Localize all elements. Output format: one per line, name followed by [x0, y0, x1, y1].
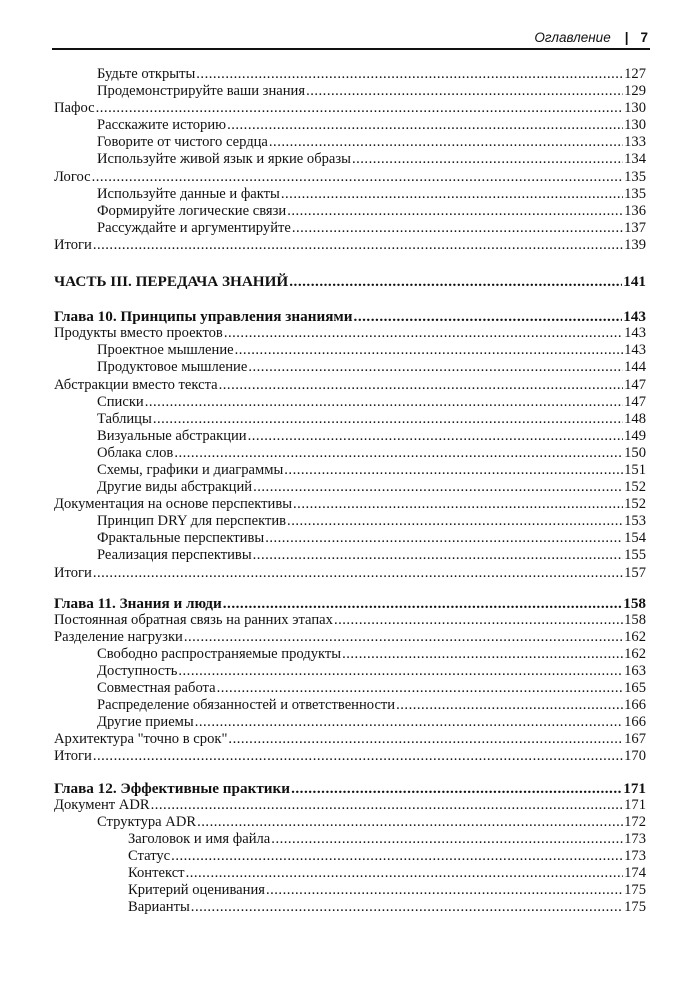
dot-leader [93, 237, 623, 254]
dot-leader [287, 203, 623, 220]
toc-entry[interactable] [54, 565, 646, 582]
toc-entry[interactable] [54, 797, 646, 814]
dot-leader [334, 612, 623, 629]
dot-leader [224, 325, 623, 342]
dot-leader [228, 731, 623, 748]
toc-entry-title: Продукты вместо проектов [54, 325, 223, 342]
toc-entry-page: 137 [624, 219, 646, 236]
toc-entry-title: Итоги [54, 564, 92, 581]
toc-part-entry[interactable] [54, 273, 646, 290]
toc-entry-title: Принцип DRY для перспектив [97, 513, 287, 530]
dot-leader [352, 151, 623, 168]
toc-entry-title: Рассуждайте и аргументируйте [97, 219, 291, 236]
toc-entry-page: 129 [624, 83, 646, 100]
dot-leader [284, 462, 623, 479]
dot-leader [269, 134, 623, 151]
toc-entry[interactable] [54, 117, 646, 134]
toc-entry-page: 153 [624, 513, 646, 530]
toc-entry-page: 148 [624, 410, 646, 427]
toc-entry-title: Пафос [54, 100, 95, 117]
toc-entry[interactable] [54, 479, 646, 496]
toc-entry[interactable] [54, 496, 646, 513]
toc-entry-title: Постоянная обратная связь на ранних этапах [54, 611, 333, 628]
running-head-title: Оглавление [534, 30, 611, 45]
toc-entry-title: Продемонстрируйте ваши знания [97, 83, 306, 100]
toc-entry-page: 157 [624, 564, 646, 581]
toc-entry-title: Статус [128, 847, 171, 864]
toc-entry-title: Свободно распространяемые продукты [97, 645, 342, 662]
dot-leader [178, 663, 623, 680]
toc-entry-page: 173 [624, 847, 646, 864]
dot-leader [219, 377, 623, 394]
toc-entry-title: Распределение обязанностей и ответственности [97, 697, 396, 714]
dot-leader [253, 547, 623, 564]
toc-entry-page: 174 [624, 865, 646, 882]
toc-entry[interactable] [54, 220, 646, 237]
toc-entry-page: 152 [624, 496, 646, 513]
dot-leader [223, 595, 623, 612]
toc-entry[interactable] [54, 731, 646, 748]
toc-entry-title: Варианты [128, 899, 190, 916]
dot-leader [197, 814, 623, 831]
toc-entry-page: 163 [624, 663, 646, 679]
dot-leader [265, 530, 623, 547]
toc-entry-title: Другие приемы [97, 714, 194, 731]
toc-entry[interactable] [54, 325, 646, 342]
toc-entry[interactable] [54, 237, 646, 254]
toc-entry-page: 144 [624, 359, 646, 376]
toc-entry-title: Глава 10. Принципы управления знаниями [54, 308, 353, 326]
dot-leader [396, 697, 623, 714]
toc-entry-title: Будьте открыты [97, 66, 196, 82]
toc-entry-page: 139 [624, 236, 646, 253]
toc-entry-page: 135 [624, 168, 646, 185]
dot-leader [292, 220, 623, 237]
dot-leader [171, 848, 623, 865]
toc-entry-title: Таблицы [97, 410, 152, 427]
toc-entry[interactable] [54, 411, 646, 428]
toc-entry-title: Используйте живой язык и яркие образы [97, 151, 351, 168]
toc-entry-page: 135 [624, 185, 646, 202]
toc-entry[interactable] [54, 848, 646, 865]
toc-entry[interactable] [54, 748, 646, 765]
toc-chapter-entry[interactable] [54, 780, 646, 797]
toc-entry-title: Совместная работа [97, 680, 216, 697]
dot-leader [342, 646, 623, 663]
dot-leader [153, 411, 623, 428]
toc-entry-page: 165 [624, 680, 646, 697]
running-head-separator: | [624, 30, 629, 45]
toc-entry[interactable] [54, 612, 646, 629]
toc-entry[interactable] [54, 169, 646, 186]
toc-entry-page: 127 [624, 66, 646, 82]
toc-entry-title: Разделение нагрузки [54, 628, 183, 645]
dot-leader [92, 169, 624, 186]
toc-entry[interactable] [54, 445, 646, 462]
dot-leader [289, 273, 622, 290]
dot-leader [151, 797, 624, 814]
dot-leader [354, 308, 623, 325]
toc-entry-page: 175 [624, 899, 646, 916]
toc-entry-page: 158 [623, 594, 646, 612]
dot-leader [93, 565, 623, 582]
toc-entry-page: 143 [624, 325, 646, 342]
toc-entry-page: 149 [624, 427, 646, 444]
toc-entry-page: 130 [624, 117, 646, 134]
dot-leader [281, 186, 623, 203]
toc-entry[interactable] [54, 342, 646, 359]
toc-entry[interactable] [54, 100, 646, 117]
toc-entry-page: 143 [624, 342, 646, 359]
toc-entry-title: Заголовок и имя файла [128, 830, 271, 847]
dot-leader [93, 748, 623, 765]
dot-leader [248, 359, 623, 376]
toc-entry[interactable] [54, 680, 646, 697]
toc-entry-page: 147 [624, 376, 646, 393]
toc-entry-title: Контекст [128, 865, 185, 882]
toc-entry-title: Расскажите историю [97, 117, 227, 134]
toc-entry-page: 171 [623, 779, 646, 797]
dot-leader [184, 629, 623, 646]
toc-entry[interactable] [54, 714, 646, 731]
toc-entry-title: Логос [54, 168, 91, 185]
toc-entry[interactable] [54, 882, 646, 899]
toc-entry-title: Глава 12. Эффективные практики [54, 779, 291, 797]
toc-entry-title: Фрактальные перспективы [97, 530, 265, 547]
toc-entry-title: Итоги [54, 236, 92, 253]
toc-entry[interactable] [54, 513, 646, 530]
toc-entry[interactable] [54, 428, 646, 445]
toc-entry-title: Другие виды абстракций [97, 479, 253, 496]
toc-entry-title: Глава 11. Знания и люди [54, 594, 222, 612]
toc-entry-page: 162 [624, 628, 646, 645]
toc-entry-page: 130 [624, 100, 646, 117]
toc-entry-page: 143 [623, 308, 646, 326]
toc-entry[interactable] [54, 547, 646, 564]
toc-entry-page: 155 [624, 547, 646, 564]
toc-entry-title: Архитектура "точно в срок" [54, 731, 228, 748]
toc-entry-title: Облака слов [97, 444, 174, 461]
toc-entry-page: 147 [624, 393, 646, 410]
toc-entry-title: Итоги [54, 748, 92, 765]
toc-entry-title: ЧАСТЬ III. ПЕРЕДАЧА ЗНАНИЙ [54, 273, 289, 291]
running-head [534, 30, 648, 45]
dot-leader [248, 428, 623, 445]
dot-leader [235, 342, 623, 359]
toc-entry-page: 151 [624, 461, 646, 478]
toc-entry-page: 166 [624, 714, 646, 731]
toc-entry-page: 154 [624, 530, 646, 547]
toc-entry[interactable] [54, 865, 646, 882]
toc-entry[interactable] [54, 394, 646, 411]
toc-entry[interactable] [54, 530, 646, 547]
toc-entry-page: 162 [624, 645, 646, 662]
dot-leader [195, 714, 623, 731]
dot-leader [191, 899, 623, 916]
toc-entry-page: 167 [624, 731, 646, 748]
toc-entry[interactable] [54, 646, 646, 663]
toc-entry[interactable] [54, 134, 646, 151]
toc-entry-title: Списки [97, 393, 144, 410]
dot-leader [293, 496, 623, 513]
toc-entry-page: 166 [624, 697, 646, 714]
toc-chapter-entry[interactable] [54, 595, 646, 612]
toc-entry-title: Абстракции вместо текста [54, 376, 218, 393]
dot-leader [186, 865, 624, 882]
page-number: 7 [640, 30, 648, 45]
toc-entry-page: 136 [624, 202, 646, 219]
dot-leader [145, 394, 623, 411]
dot-leader [271, 831, 623, 848]
toc-entry-title: Документ ADR [54, 796, 150, 813]
toc-entry[interactable] [54, 899, 646, 916]
dot-leader [174, 445, 623, 462]
toc-entry-title: Схемы, графики и диаграммы [97, 461, 284, 478]
dot-leader [217, 680, 624, 697]
toc-entry[interactable] [54, 83, 646, 100]
toc-entry-title: Проектное мышление [97, 342, 234, 359]
toc-entry-page: 171 [624, 796, 646, 813]
dot-leader [306, 83, 623, 100]
toc-entry[interactable] [54, 831, 646, 848]
toc-entry[interactable] [54, 663, 646, 680]
toc-entry[interactable] [54, 186, 646, 203]
toc-entry[interactable] [54, 462, 646, 479]
toc-entry-title: Используйте данные и факты [97, 185, 280, 202]
toc-entry[interactable] [54, 151, 646, 168]
toc-entry-page: 141 [623, 273, 646, 291]
dot-leader [266, 882, 623, 899]
toc-entry-title: Доступность [97, 663, 178, 679]
toc-entry[interactable] [54, 697, 646, 714]
dot-leader [291, 780, 622, 797]
toc-entry-page: 172 [624, 813, 646, 830]
toc-entry-title: Документация на основе перспективы [54, 496, 293, 513]
toc-entry-title: Структура ADR [97, 813, 197, 830]
toc-entry[interactable] [54, 377, 646, 394]
toc-entry[interactable] [54, 359, 646, 376]
table-of-contents [54, 66, 646, 916]
toc-chapter-entry[interactable] [54, 308, 646, 325]
toc-entry-title: Критерий оценивания [128, 882, 265, 899]
toc-entry-page: 175 [624, 882, 646, 899]
toc-entry[interactable] [54, 629, 646, 646]
dot-leader [96, 100, 623, 117]
toc-entry-page: 158 [624, 611, 646, 628]
dot-leader [227, 117, 623, 134]
toc-entry-title: Говорите от чистого сердца [97, 134, 268, 151]
toc-entry-page: 134 [624, 151, 646, 168]
toc-entry[interactable] [54, 203, 646, 220]
toc-entry[interactable] [54, 814, 646, 831]
dot-leader [253, 479, 623, 496]
toc-entry-title: Продуктовое мышление [97, 359, 248, 376]
toc-entry-page: 173 [624, 830, 646, 847]
toc-entry-page: 150 [624, 444, 646, 461]
toc-entry[interactable] [54, 66, 646, 83]
header-rule [52, 48, 650, 50]
toc-entry-title: Реализация перспективы [97, 547, 252, 564]
dot-leader [196, 66, 623, 83]
toc-entry-title: Визуальные абстракции [97, 427, 247, 444]
toc-entry-page: 152 [624, 479, 646, 496]
dot-leader [287, 513, 623, 530]
toc-entry-page: 170 [624, 748, 646, 765]
toc-entry-page: 133 [624, 134, 646, 151]
toc-entry-title: Формируйте логические связи [97, 202, 287, 219]
